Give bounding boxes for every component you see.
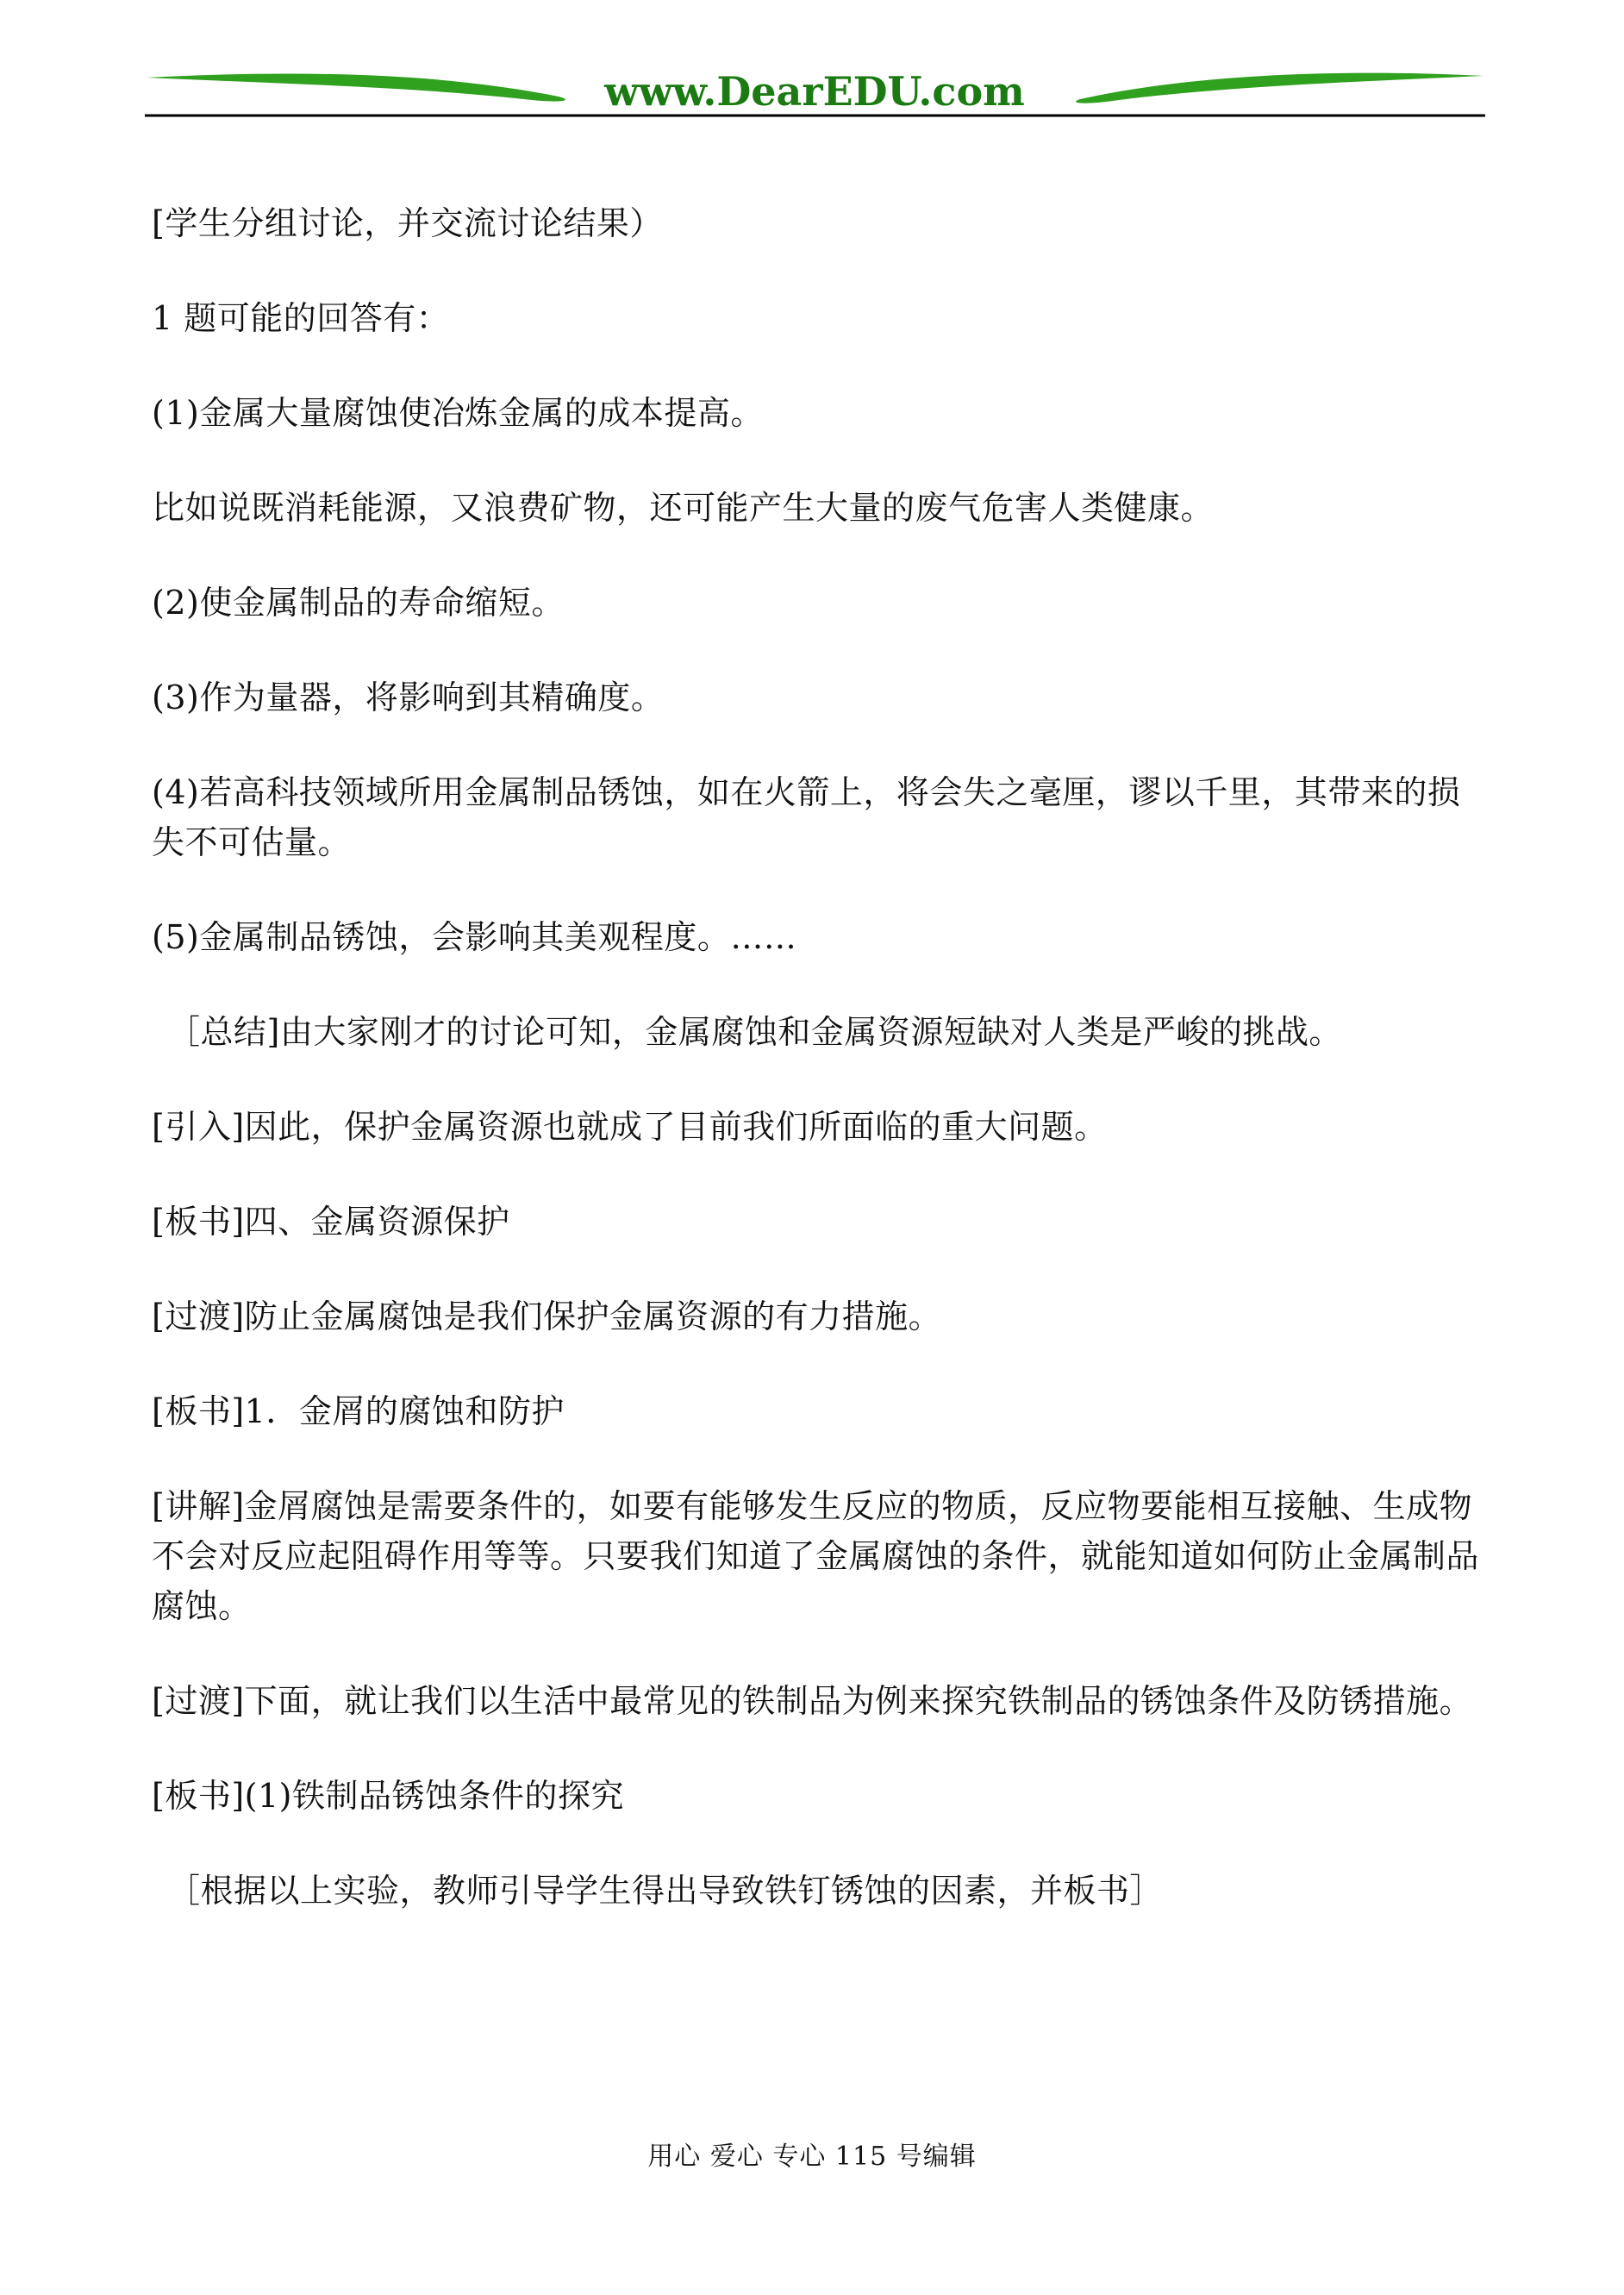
paragraph-answer-3: (3)作为量器，将影响到其精确度。 — [152, 678, 665, 716]
right-swoosh-icon — [1076, 73, 1483, 103]
paragraph-answer-2: (2)使金属制品的寿命缩短。 — [152, 584, 565, 622]
left-swoosh-icon — [147, 73, 565, 101]
page-footer: 用心 爱心 专心 115 号编辑 — [647, 2142, 977, 2172]
page-header — [145, 60, 1485, 129]
paragraph-discussion: [学生分组讨论，并交流讨论结果） — [152, 204, 663, 242]
paragraph-answer-5: (5)金属制品锈蚀，会影响其美观程度。…… — [152, 918, 797, 956]
paragraph-board-iron-rust: [板书](1)铁制品锈蚀条件的探究 — [152, 1777, 624, 1815]
site-logo: www.DearEDU.com — [604, 68, 1025, 115]
paragraph-answer-1-detail: 比如说既消耗能源，又浪费矿物，还可能产生大量的废气危害人类健康。 — [152, 489, 1215, 527]
paragraph-transition-1: [过渡]防止金属腐蚀是我们保护金属资源的有力措施。 — [152, 1298, 942, 1335]
paragraph-answer-1: (1)金属大量腐蚀使冶炼金属的成本提高。 — [152, 394, 764, 432]
paragraph-experiment-conclusion: ［根据以上实验，教师引导学生得出导致铁钉锈蚀的因素，并板书］ — [167, 1872, 1164, 1910]
paragraph-board-corrosion: [板书]1．金屑的腐蚀和防护 — [152, 1392, 565, 1430]
paragraph-transition-2: [过渡]下面，就让我们以生活中最常见的铁制品为例来探究铁制品的锈蚀条件及防锈措施。 — [152, 1682, 1473, 1720]
paragraph-board-section-4: [板书]四、金属资源保护 — [152, 1203, 510, 1241]
document-body — [152, 198, 1483, 1960]
paragraph-explanation: [讲解]金屑腐蚀是需要条件的，如要有能够发生反应的物质，反应物要能相互接触、生成物不会对反应起阻碍作用等等。只要我们知道了金属腐蚀的条件，就能知道如何防止金属制品腐蚀。 — [152, 1487, 1480, 1625]
header-banner — [145, 60, 1485, 129]
paragraph-summary: ［总结]由大家刚才的讨论可知，金属腐蚀和金属资源短缺对人类是严峻的挑战。 — [167, 1013, 1342, 1051]
paragraph-answer-4: (4)若高科技领域所用金属制品锈蚀，如在火箭上，将会失之毫厘，谬以千里，其带来的损失不可估量。 — [152, 773, 1461, 861]
paragraph-answers-intro: 1 题可能的回答有： — [152, 299, 450, 337]
paragraph-introduction: [引入]因此，保护金属资源也就成了目前我们所面临的重大问题。 — [152, 1108, 1108, 1146]
